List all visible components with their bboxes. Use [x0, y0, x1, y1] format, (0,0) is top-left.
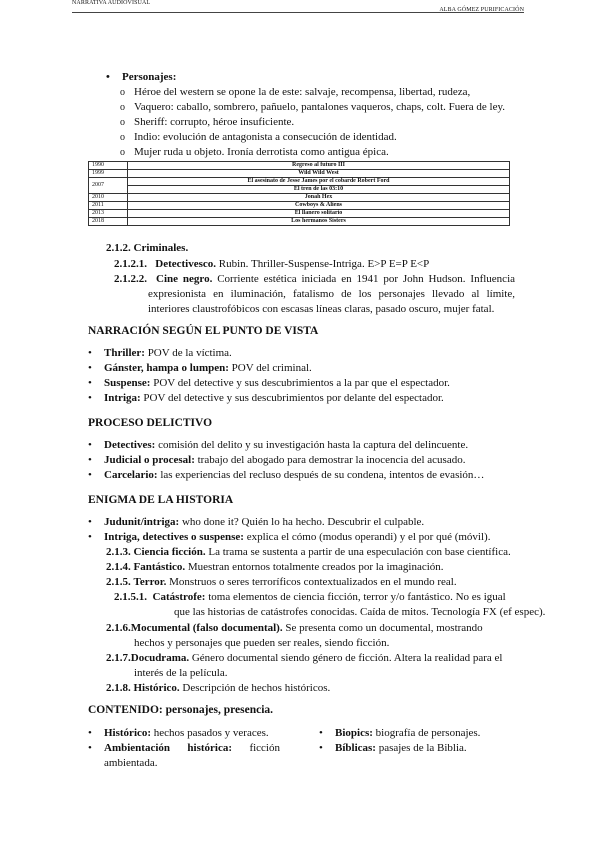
criminales-heading: 2.1.2. Criminales. — [106, 242, 189, 254]
docudrama-cont: interés de la película. — [134, 667, 228, 679]
catastrofe-cont: que las historias de catástrofes conocidas. Caída de mitos. Tecnología FX (ef espec). — [174, 606, 546, 618]
ciencia-ficcion-entry: 2.1.3. Ciencia ficción. La trama se sustenta a partir de una especulación con base científica. — [106, 546, 511, 558]
list-item: • Judicial o procesal: trabajo del abogado para demostrar la inocencia del acusado. — [104, 453, 465, 468]
list-item: • Suspense: POV del detective y sus descubrimientos a la par que el espectador. — [104, 376, 450, 391]
list-item: • Detectives: comisión del delito y su investigación hasta la captura del delincuente. — [104, 438, 468, 453]
list-item: • Judunit/intriga: who done it? Quién lo ha hecho. Descubrir el culpable. — [104, 515, 424, 530]
header-right: ALBA GÓMEZ PURIFICACIÓN — [439, 7, 524, 13]
list-item: • Carcelario: las experiencias del recluso después de su condena, intentos de evasión… — [104, 468, 484, 483]
table-row: 2007 El asesinato de Jesse James por el cobarde Robert Ford — [89, 178, 510, 186]
table-row: El tren de las 03:10 — [89, 186, 510, 194]
catastrofe-entry: 2.1.5.1. Catástrofe: toma elementos de ciencia ficción, terror y/o fantástico. No es igual — [114, 591, 506, 603]
films-table — [88, 161, 510, 226]
list-item: • Biopics: biografía de personajes. — [335, 726, 480, 741]
narracion-title: NARRACIÓN SEGÚN EL PUNTO DE VISTA — [88, 325, 319, 337]
proceso-title: PROCESO DELICTIVO — [88, 417, 213, 429]
terror-entry: 2.1.5. Terror. Monstruos o seres terroríficos contextualizados en el mundo real. — [106, 576, 457, 588]
list-item: • Thriller: POV de la víctima. — [104, 346, 232, 361]
personajes-item: o Mujer ruda u objeto. Ironía derrotista como antigua épica. — [134, 145, 389, 160]
personajes-item: o Sheriff: corrupto, héroe insuficiente. — [134, 115, 294, 130]
cine-negro-entry: Cine negro. Corriente estética iniciada en 1941 por John Hudson. Influencia expresionista en iluminación, fatalismo de los personajes llevado al límite, interiores claustrofóbicos con escasas líneas claras, pasado oscuro, mujer fatal. — [148, 273, 516, 315]
table-row: 2010 Jonah Hex — [89, 194, 510, 202]
docudrama-entry: 2.1.7.Docudrama. Género documental siendo género de ficción. Altera la realidad para el — [106, 652, 503, 664]
personajes-item: o Héroe del western se opone la de este: salvaje, recompensa, libertad, rudeza, — [134, 85, 470, 100]
list-item: • Gánster, hampa o lumpen: POV del criminal. — [104, 361, 312, 376]
header-divider — [72, 12, 524, 13]
list-item: • Bíblicas: pasajes de la Biblia. — [335, 741, 467, 756]
header-left: NARRATIVA AUDIOVISUAL — [72, 0, 151, 6]
detectivesco-entry: 2.1.2.1. Detectivesco. Rubin. Thriller-Suspense-Intriga. E>P E=P E<P — [114, 258, 430, 270]
table-row: 2018 Los hermanos Sisters — [89, 218, 510, 226]
list-item: • Intriga, detectives o suspense: explica el cómo (modus operandi) y el por qué (móvil). — [104, 530, 490, 545]
personajes-title: • Personajes: — [122, 70, 176, 85]
enigma-title: ENIGMA DE LA HISTORIA — [88, 494, 234, 506]
documental-entry: 2.1.6.Mocumental (falso documental). Se presenta como un documental, mostrando — [106, 622, 483, 634]
table-row: 2011 Cowboys & Aliens — [89, 202, 510, 210]
table-row: 2013 El llanero solitario — [89, 210, 510, 218]
list-item: • Ambientación histórica: ficción ambientada. — [104, 741, 280, 771]
documental-cont: hechos y personajes que pueden ser reales, siendo ficción. — [134, 637, 390, 649]
historico-entry: 2.1.8. Histórico. Descripción de hechos históricos. — [106, 682, 331, 694]
personajes-item: o Indio: evolución de antagonista a consecución de identidad. — [134, 130, 397, 145]
list-item: • Intriga: POV del detective y sus descubrimientos por delante del espectador. — [104, 391, 444, 406]
fantastico-entry: 2.1.4. Fantástico. Muestran entornos totalmente creados por la imaginación. — [106, 561, 444, 573]
table-row: 1999 Wild Wild West — [89, 170, 510, 178]
list-item: • Histórico: hechos pasados y veraces. — [104, 726, 269, 741]
table-row: 1990 Regreso al futuro III — [89, 162, 510, 170]
personajes-item: o Vaquero: caballo, sombrero, pañuelo, pantalones vaqueros, chaps, colt. Fuera de ley. — [134, 100, 505, 115]
cine-negro-num: 2.1.2.2. — [114, 273, 147, 285]
contenido-title: CONTENIDO: personajes, presencia. — [88, 704, 274, 716]
